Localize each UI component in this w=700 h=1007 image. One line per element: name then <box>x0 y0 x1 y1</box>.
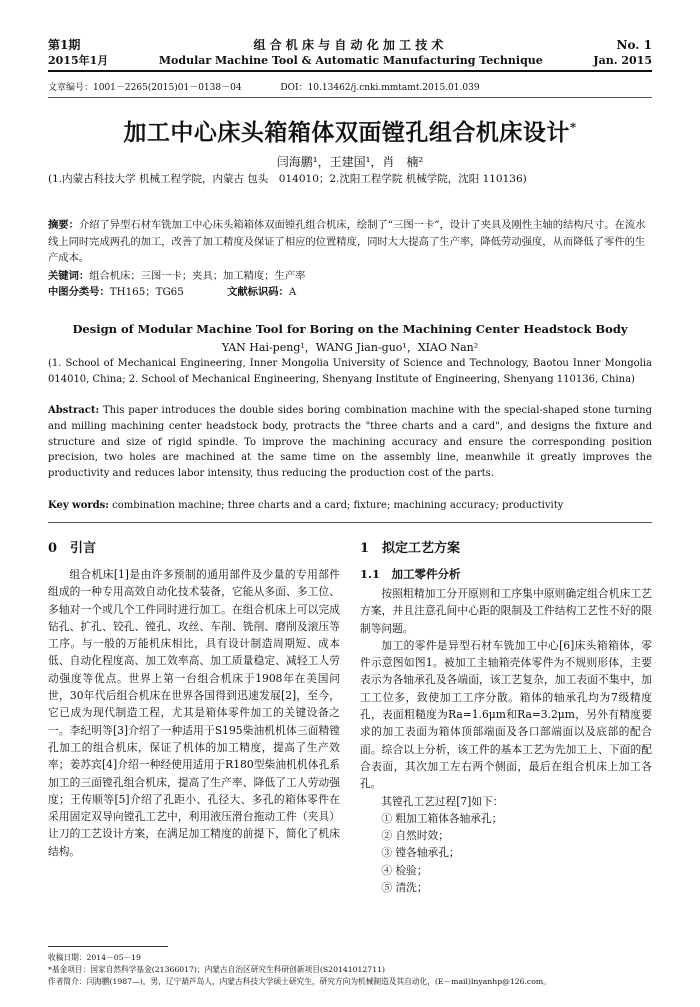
running-header-bottom <box>48 52 652 68</box>
abstract-cn-label: 摘要： <box>48 219 79 231</box>
section-1-paragraph-2: 加工的零件是异型石材车铣加工中心[6]床头箱箱体，零件示意图如图1。被加工主轴箱壳体零件为不规则形体，主要表示为各轴承孔及各端面，该工艺复杂，加工表面不集中，加工工位多，致使加工工序分散。箱体的轴承孔均为7级精度孔，表面粗糙度为Ra=1.6μm和Ra=3.2μm，另外有精度要求的加工表面为箱体顶部端面及各口部端面以及底部的配合面。综合以上分析，该工件的基本工艺为先加工上、下面的配合表面，其次加工左右两个侧面，最后在组合机床上加工各孔。 <box>360 638 652 791</box>
list-item: ② 自然时效； <box>381 829 449 843</box>
abstract-en-label: Abstract: <box>48 405 100 416</box>
list-item: ③ 镗各轴承孔； <box>381 846 460 860</box>
footnote-received-date: 收稿日期：2014－05－19 <box>48 953 141 962</box>
footnote-author-bio: 作者简介：闫海鹏(1987—)，男，辽宁葫芦岛人，内蒙古科技大学硕士研究生，研究方向为机械制造及其自动化，(E－mail)lnyanhp@126.com。 <box>48 977 551 986</box>
section-0-heading: 0 引言 <box>48 541 97 556</box>
list-item: ④ 检验； <box>381 863 428 877</box>
keywords-cn-text: 组合机床；三图一卡；夹具；加工精度；生产率 <box>89 270 306 282</box>
affiliations-cn: (1.内蒙古科技大学 机械工程学院，内蒙古 包头 014010；2.沈阳工程学院 机械学院，沈阳 110136) <box>48 173 527 185</box>
running-header-top <box>48 36 652 53</box>
clc-code: TH165；TG65 <box>109 286 184 298</box>
keywords-cn <box>48 268 652 284</box>
left-column <box>48 540 340 860</box>
authors-en: YAN Hai-peng¹，WANG Jian-guo¹，XIAO Nan² <box>221 341 479 354</box>
paper-title-cn <box>48 114 652 147</box>
keywords-en <box>48 498 652 513</box>
section-rule <box>48 522 652 523</box>
section-1-1-heading: 1.1 加工零件分析 <box>360 567 461 581</box>
meta-rule <box>48 97 652 98</box>
footnote-funding: *基金项目：国家自然科学基金(21366017)；内蒙古自治区研究生科研创新项目(S20141012711) <box>48 965 385 974</box>
authors-cn: 闫海鹏¹，王建国¹，肖 楠² <box>276 155 424 169</box>
list-item: ① 粗加工箱体各轴承孔； <box>381 811 503 825</box>
section-0-paragraph: 组合机床[1]是由许多预制的通用部件及少量的专用部件组成的一种专用高效自动化技术装备，它能从多面、多工位、多轴对一个或几个工件同时进行加工。在组合机床上可以完成钻孔、扩孔、铰孔、镗孔、攻丝、车削、铣削、磨削及滚压等工序。与一般的万能机床相比，具有设计制造周期短、成本低、自动化程度高、加工效率高、加工质量稳定、减轻工人劳动强度等优点。世界上第一台组合机床于1908年在美国问世，30年代后组合机床在世界各国得到迅速发展[2]，至今，它已成为现代制造工程，尤其是箱体零件加工的关键设备之一。李纪明等[3]介绍了一种适用于S195柴油机机体三面精镗孔加工的组合机床，保证了机体的加工精度，提高了生产效率；姜苏宾[4]介绍一种经使用适用于R180型柴油机机体孔系加工的三面镗孔组合机床，提高了生产率、降低了工人劳动强度；王传顺等[5]介绍了孔距小、孔径大、多孔的箱体零件在采用固定双导向镗孔工艺中，利用液压滑台拖动工件（夹具）让刀的工艺设计方案，在满足加工精度的前提下，简化了机床结构。 <box>48 568 340 858</box>
keywords-en-text: combination machine; three charts and a card; fixture; machining accuracy; productivity <box>109 500 564 511</box>
article-number: 文章编号：1001－2265(2015)01－0138－04 <box>48 83 242 93</box>
clc-label: 中图分类号： <box>48 286 110 298</box>
boring-process-steps <box>360 810 652 896</box>
issue-en: No. 1 <box>616 37 652 52</box>
date-cn: 2015年1月 <box>48 54 109 67</box>
section-1-heading: 1 拟定工艺方案 <box>360 541 461 556</box>
issue-cn: 第1期 <box>48 38 81 52</box>
affiliations-en: (1. School of Mechanical Engineering, Inner Mongolia University of Science and Technology, Baotou Inner Mongolia 014010, China; 2. School of Mechanical Engineering, Shenyang Institute of Engineering, Shenyang 110136, China) <box>48 358 652 385</box>
classification-codes <box>48 284 652 300</box>
keywords-cn-label: 关键词： <box>48 270 90 282</box>
footnote-rule <box>48 946 168 947</box>
list-item: ⑤ 清洗； <box>381 881 428 895</box>
abstract-cn-text: 介绍了异型石材车铣加工中心床头箱箱体双面镗孔组合机床，绘制了“三图一卡”，设计了夹具及刚性主轴的结构尺寸。在流水线上同时完成两孔的加工，改善了加工精度及保证了相应的位置精度，同时大大提高了生产率，降低劳动强度，从而降低了零件的生产成本。 <box>48 219 646 264</box>
journal-name-en: Modular Machine Tool & Automatic Manufacturing Technique <box>158 53 543 67</box>
paper-title-en: Design of Modular Machine Tool for Boring on the Machining Center Headstock Body <box>72 322 628 336</box>
abstract-en-text: This paper introduces the double sides boring combination machine with the special-shaped stone turning and milling machining center headstock body, protracts the "three charts and a card", and designs the fixture and structure and size of rigid spindle. To improve the machining accuracy and ensure the corresponding position precision, two holes are machined at the same time on the assembly line, meanwhile it greatly improves the productivity and reduces labor intensity, thus reducing the production cost of the parts. <box>48 405 652 480</box>
doi: DOI：10.13462/j.cnki.mmtamt.2015.01.039 <box>280 83 480 93</box>
doc-code-label: 文献标识码： <box>227 286 289 298</box>
header-rule <box>48 70 652 72</box>
abstract-en <box>48 403 652 482</box>
journal-name-cn: 组 合 机 床 与 自 动 化 加 工 技 术 <box>253 38 444 52</box>
keywords-en-label: Key words: <box>48 500 109 511</box>
article-meta <box>48 80 652 93</box>
right-column <box>360 540 652 896</box>
funding-mark: * <box>569 120 577 135</box>
section-1-paragraph-1: 按照粗精加工分开原则和工序集中原则确定组合机床工艺方案，并且注意孔间中心距的限制及工件结构工艺性不好的限制等问题。 <box>360 587 652 635</box>
date-en: Jan. 2015 <box>593 53 652 67</box>
abstract-cn <box>48 217 652 267</box>
section-1-paragraph-3: 其镗孔工艺过程[7]如下： <box>381 794 504 808</box>
doc-code: A <box>288 286 297 298</box>
paper-title-cn-text: 加工中心床头箱箱体双面镗孔组合机床设计 <box>123 119 570 146</box>
